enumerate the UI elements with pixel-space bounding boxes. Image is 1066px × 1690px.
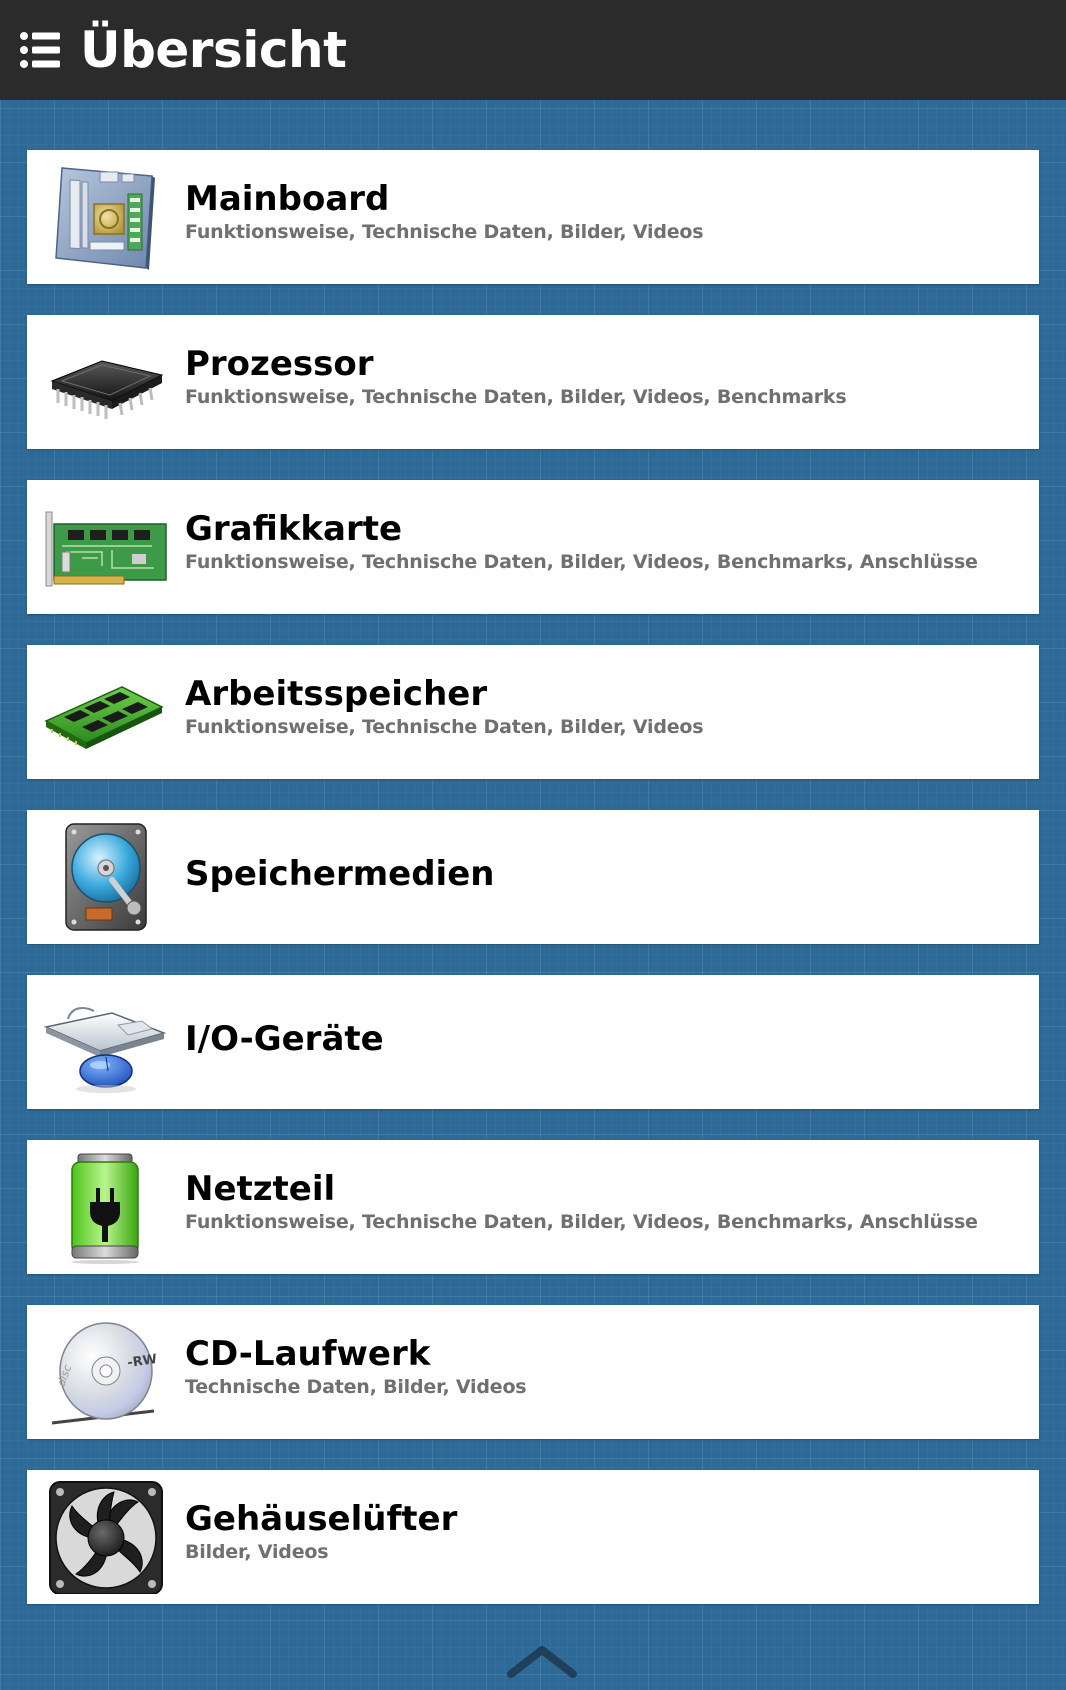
graphics-card-icon: [42, 490, 168, 604]
item-subtitle: Technische Daten, Bilder, Videos: [185, 1376, 527, 1398]
page-title: Übersicht: [80, 21, 347, 79]
item-title: Netzteil: [185, 1169, 336, 1209]
list-item-arbeitsspeicher[interactable]: [27, 645, 1039, 779]
list-item-grafikkarte[interactable]: [27, 480, 1039, 614]
svg-text:-RW: -RW: [126, 1351, 159, 1371]
list-item-speichermedien[interactable]: [27, 810, 1039, 944]
ram-module-icon: [42, 655, 168, 769]
keyboard-mouse-icon: [42, 985, 168, 1099]
chevron-up-icon[interactable]: [505, 1642, 579, 1678]
hard-drive-icon: [42, 820, 168, 934]
item-title: Mainboard: [185, 179, 390, 219]
case-fan-icon: [42, 1480, 168, 1594]
svg-text:disc: disc: [54, 1363, 75, 1389]
item-title: Arbeitsspeicher: [185, 674, 488, 714]
item-subtitle: Bilder, Videos: [185, 1541, 329, 1563]
item-title: Speichermedien: [185, 854, 495, 894]
list-item-io-geraete[interactable]: [27, 975, 1039, 1109]
item-subtitle: Funktionsweise, Technische Daten, Bilder, Videos, Benchmarks, Anschlüsse: [185, 551, 978, 573]
item-subtitle: Funktionsweise, Technische Daten, Bilder, Videos: [185, 716, 704, 738]
cd-rw-icon: [42, 1315, 168, 1429]
category-list: [27, 150, 1039, 1635]
list-item-gehaeuseluefter[interactable]: [27, 1470, 1039, 1604]
item-subtitle: Funktionsweise, Technische Daten, Bilder, Videos: [185, 221, 704, 243]
power-supply-icon: [42, 1150, 168, 1264]
list-item-prozessor[interactable]: [27, 315, 1039, 449]
app-header: [0, 0, 1066, 100]
processor-chip-icon: [42, 325, 168, 439]
item-title: CD-Laufwerk: [185, 1334, 431, 1374]
item-title: Grafikkarte: [185, 509, 403, 549]
item-title: I/O-Geräte: [185, 1019, 384, 1059]
list-item-cd-laufwerk[interactable]: [27, 1305, 1039, 1439]
list-item-netzteil[interactable]: [27, 1140, 1039, 1274]
item-title: Prozessor: [185, 344, 374, 384]
list-item-mainboard[interactable]: [27, 150, 1039, 284]
mainboard-icon: [42, 160, 168, 274]
item-title: Gehäuselüfter: [185, 1499, 458, 1539]
item-subtitle: Funktionsweise, Technische Daten, Bilder, Videos, Benchmarks, Anschlüsse: [185, 1211, 978, 1233]
list-menu-icon[interactable]: [20, 31, 60, 69]
item-subtitle: Funktionsweise, Technische Daten, Bilder, Videos, Benchmarks: [185, 386, 847, 408]
